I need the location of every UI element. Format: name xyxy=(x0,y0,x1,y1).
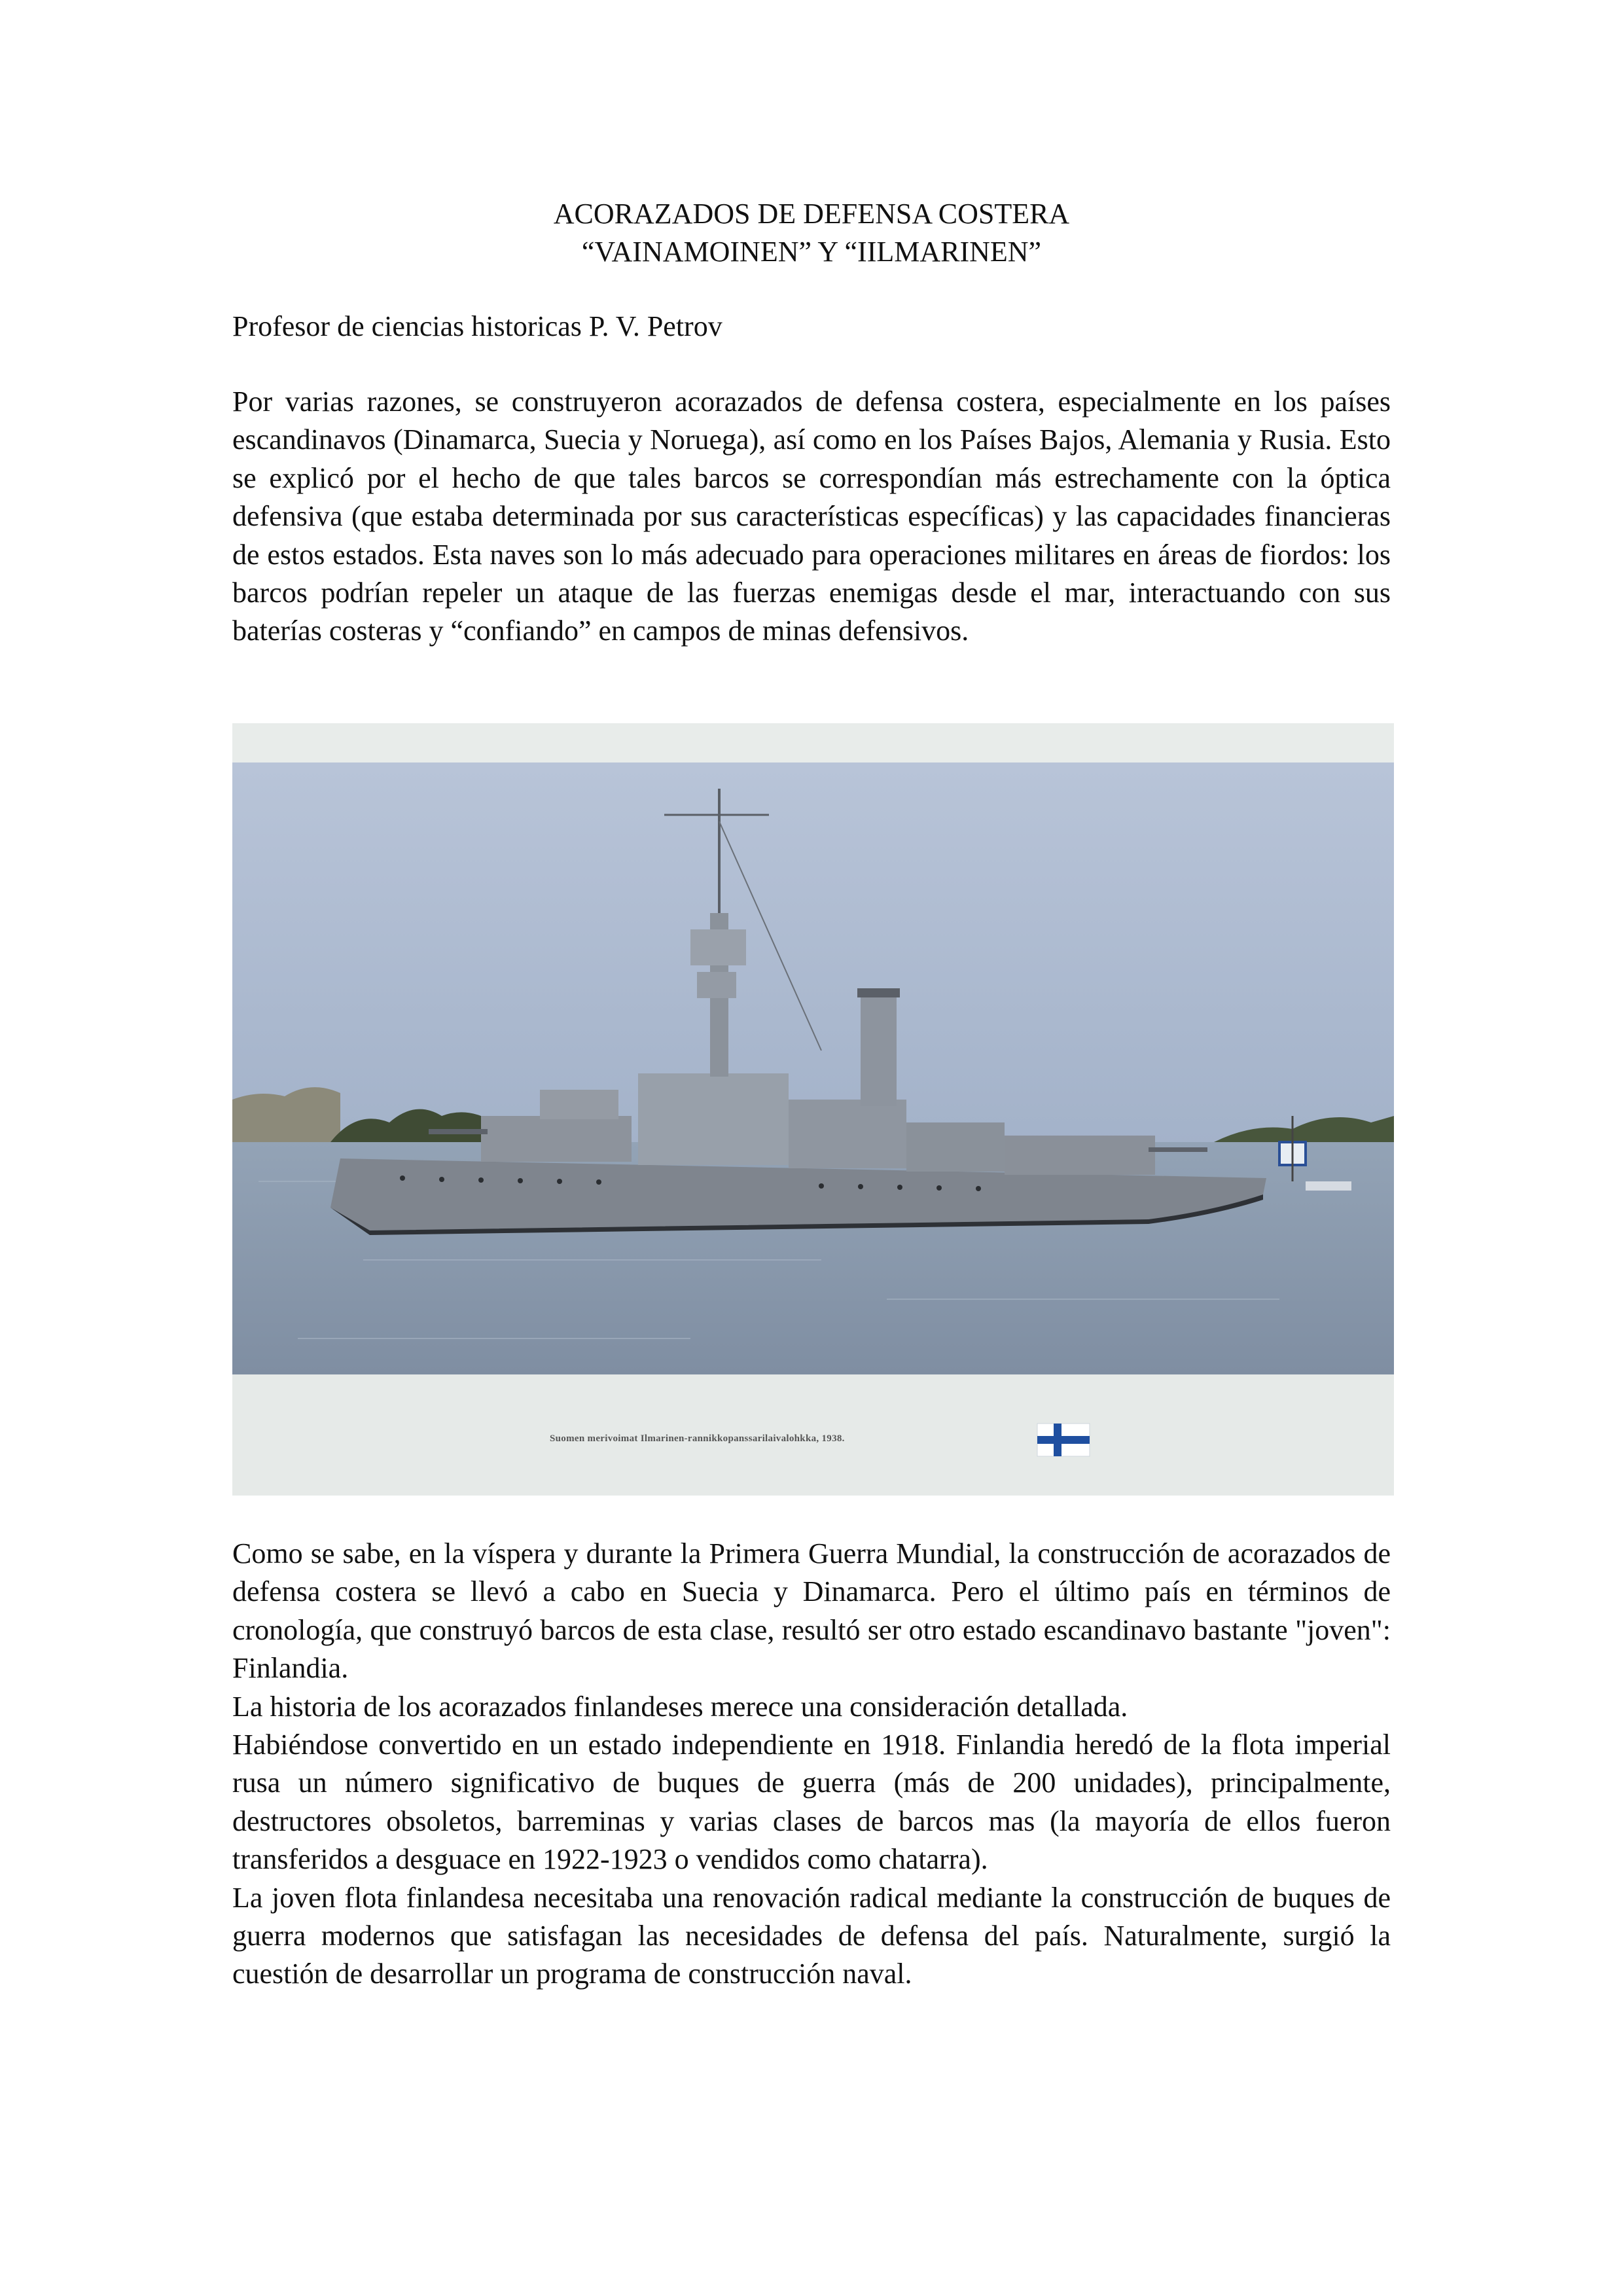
document-title-line2: “VAINAMOINEN” Y “IILMARINEN” xyxy=(581,236,1042,268)
body-paragraph-2: La historia de los acorazados finlandeses merece una consideración detallada. xyxy=(232,1690,1128,1723)
author-byline: Profesor de ciencias historicas P. V. Petrov xyxy=(232,310,722,342)
body-paragraph-4: La joven flota finlandesa necesitaba una renovación radical mediante la construcción de buques de guerra modernos que satisfagan las necesidades de defensa del país. Naturalmente, surgió la cuestión de desarrollar un programa de construcción naval. xyxy=(232,1881,1391,1990)
ship-photo xyxy=(232,723,1394,1496)
document-title-line1: ACORAZADOS DE DEFENSA COSTERA xyxy=(553,198,1070,230)
main-body xyxy=(232,1535,1391,1994)
body-paragraph-3: Habiéndose convertido en un estado independiente en 1918. Finlandia heredó de la flota imperial rusa un número significativo de buques de guerra (más de 200 unidades), principalmente, destructores obsoletos, barreminas y varias clases de barcos mas (la mayoría de ellos fueron transferidos a desguace en 1922-1923 o vendidos como chatarra). xyxy=(232,1729,1391,1876)
body-paragraph-1: Como se sabe, en la víspera y durante la Primera Guerra Mundial, la construcción de acorazados de defensa costera se llevó a cabo en Suecia y Dinamarca. Pero el último país en términos de cronología, que construyó barcos de esta clase, resultó ser otro estado escandinavo bastante "joven": Finlandia. xyxy=(232,1537,1391,1685)
intro-paragraph: Por varias razones, se construyeron acorazados de defensa costera, especialmente en los países escandinavos (Dinamarca, Suecia y Noruega), así como en los Países Bajos, Alemania y Rusia. Esto se explicó por el hecho de que tales barcos se correspondían más estrechamente con la óptica defensiva (que estaba determinada por sus características específicas) y las capacidades financieras de estos estados. Esta naves son lo más adecuado para operaciones militares en áreas de fiordos: los barcos podrían repeler un ataque de las fuerzas enemigas desde el mar, interactuando con sus baterías costeras y “confiando” en campos de minas defensivos. xyxy=(232,386,1391,647)
ship-illustration xyxy=(232,723,1394,1496)
photo-caption: Suomen merivoimat Ilmarinen-rannikkopanssarilaivalohkka, 1938. xyxy=(550,1433,845,1444)
